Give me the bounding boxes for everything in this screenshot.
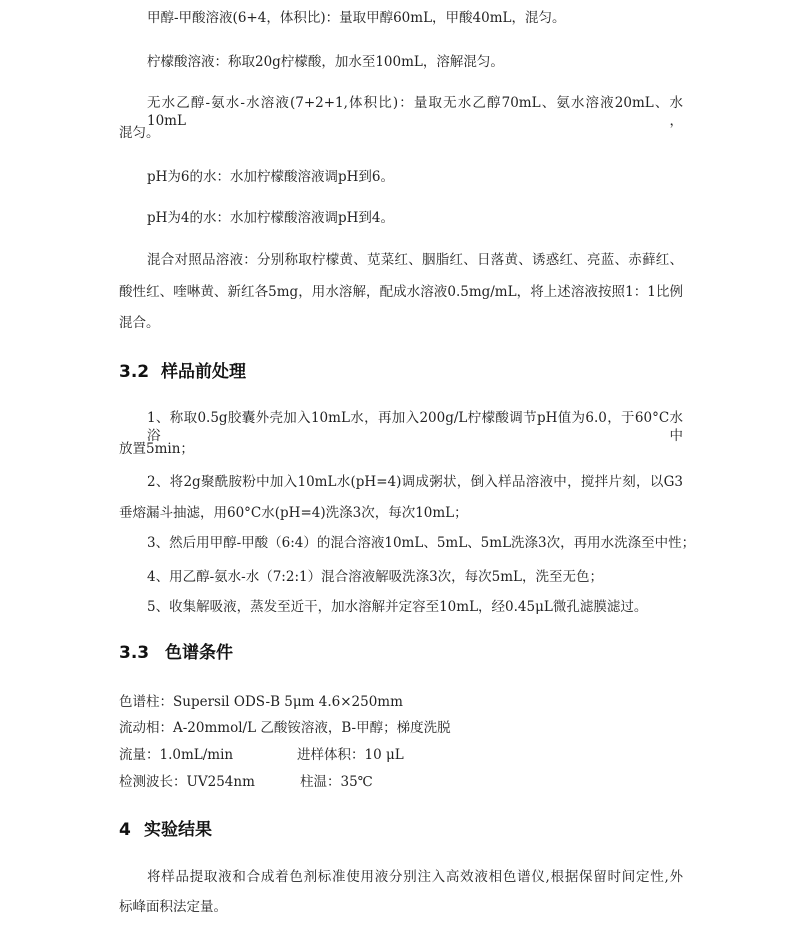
- column-temperature: 柱温：35℃: [300, 774, 373, 790]
- section-heading-3-2: [119, 361, 246, 383]
- injection-volume: 进样体积：10 μL: [297, 747, 404, 763]
- reagent-methanol-formic: 甲醇-甲酸溶液(6+4，体积比)：量取甲醇60mL，甲酸40mL，混匀。: [147, 10, 566, 26]
- mobile-phase: 流动相：A-20mmol/L 乙酸铵溶液，B-甲醇；梯度洗脱: [119, 720, 451, 736]
- step-2-cont: 垂熔漏斗抽滤，用60°C水(pH=4)洗涤3次，每次10mL；: [119, 505, 468, 521]
- step-1: 1、称取0.5g胶囊外壳加入10mL水，再加入200g/L柠檬酸调节pH值为6.0，于60°C水浴中: [147, 410, 683, 444]
- flow-rate: 流量：1.0mL/min: [119, 747, 234, 763]
- reagent-ph4-water: pH为4的水：水加柠檬酸溶液调pH到4。: [147, 210, 395, 226]
- section-title: 实验结果: [144, 820, 212, 840]
- section-title: 样品前处理: [160, 362, 246, 382]
- section-heading-4: [119, 819, 212, 841]
- reagent-mixed-standard-cont: 酸性红、喹啉黄、新红各5mg，用水溶解，配成水溶液0.5mg/mL，将上述溶液按照1：1比例: [119, 284, 683, 300]
- step-4: 4、用乙醇-氨水-水（7:2:1）混合溶液解吸洗涤3次，每次5mL，洗至无色；: [147, 569, 604, 585]
- step-2: 2、将2g聚酰胺粉中加入10mL水(pH=4)调成粥状，倒入样品溶液中，搅拌片刻，以G3: [147, 474, 683, 490]
- step-1-cont: 放置5min；: [119, 441, 194, 457]
- section-heading-3-3: [119, 642, 233, 664]
- reagent-citric-acid: 柠檬酸溶液：称取20g柠檬酸，加水至100mL，溶解混匀。: [147, 54, 504, 70]
- section-number: 3.2: [119, 362, 150, 382]
- section-number: 4: [119, 820, 131, 840]
- results-paragraph: 将样品提取液和合成着色剂标准使用液分别注入高效液相色谱仪,根据保留时间定性,外: [147, 869, 683, 885]
- reagent-ph6-water: pH为6的水：水加柠檬酸溶液调pH到6。: [147, 169, 395, 185]
- detection-wavelength: 检测波长：UV254nm: [119, 774, 255, 790]
- reagent-mixed-standard: 混合对照品溶液：分别称取柠檬黄、苋菜红、胭脂红、日落黄、诱惑红、亮蓝、赤藓红、: [147, 252, 683, 268]
- reagent-ethanol-ammonia-cont: 混匀。: [119, 125, 160, 141]
- reagent-mixed-standard-cont2: 混合。: [119, 315, 160, 331]
- chromatographic-column: 色谱柱：Supersil ODS-B 5μm 4.6×250mm: [119, 694, 403, 710]
- step-3: 3、然后用甲醇-甲酸（6:4）的混合溶液10mL、5mL、5mL洗涤3次，再用水洗涤至中性；: [147, 535, 696, 551]
- section-title: 色谱条件: [165, 643, 233, 663]
- section-number: 3.3: [119, 643, 150, 663]
- reagent-ethanol-ammonia: 无水乙醇-氨水-水溶液(7+2+1,体积比)：量取无水乙醇70mL、氨水溶液20mL、水10mL，: [147, 95, 683, 129]
- step-5: 5、收集解吸液，蒸发至近干，加水溶解并定容至10mL，经0.45μL微孔滤膜滤过。: [147, 599, 648, 615]
- results-paragraph-cont: 标峰面积法定量。: [119, 899, 227, 915]
